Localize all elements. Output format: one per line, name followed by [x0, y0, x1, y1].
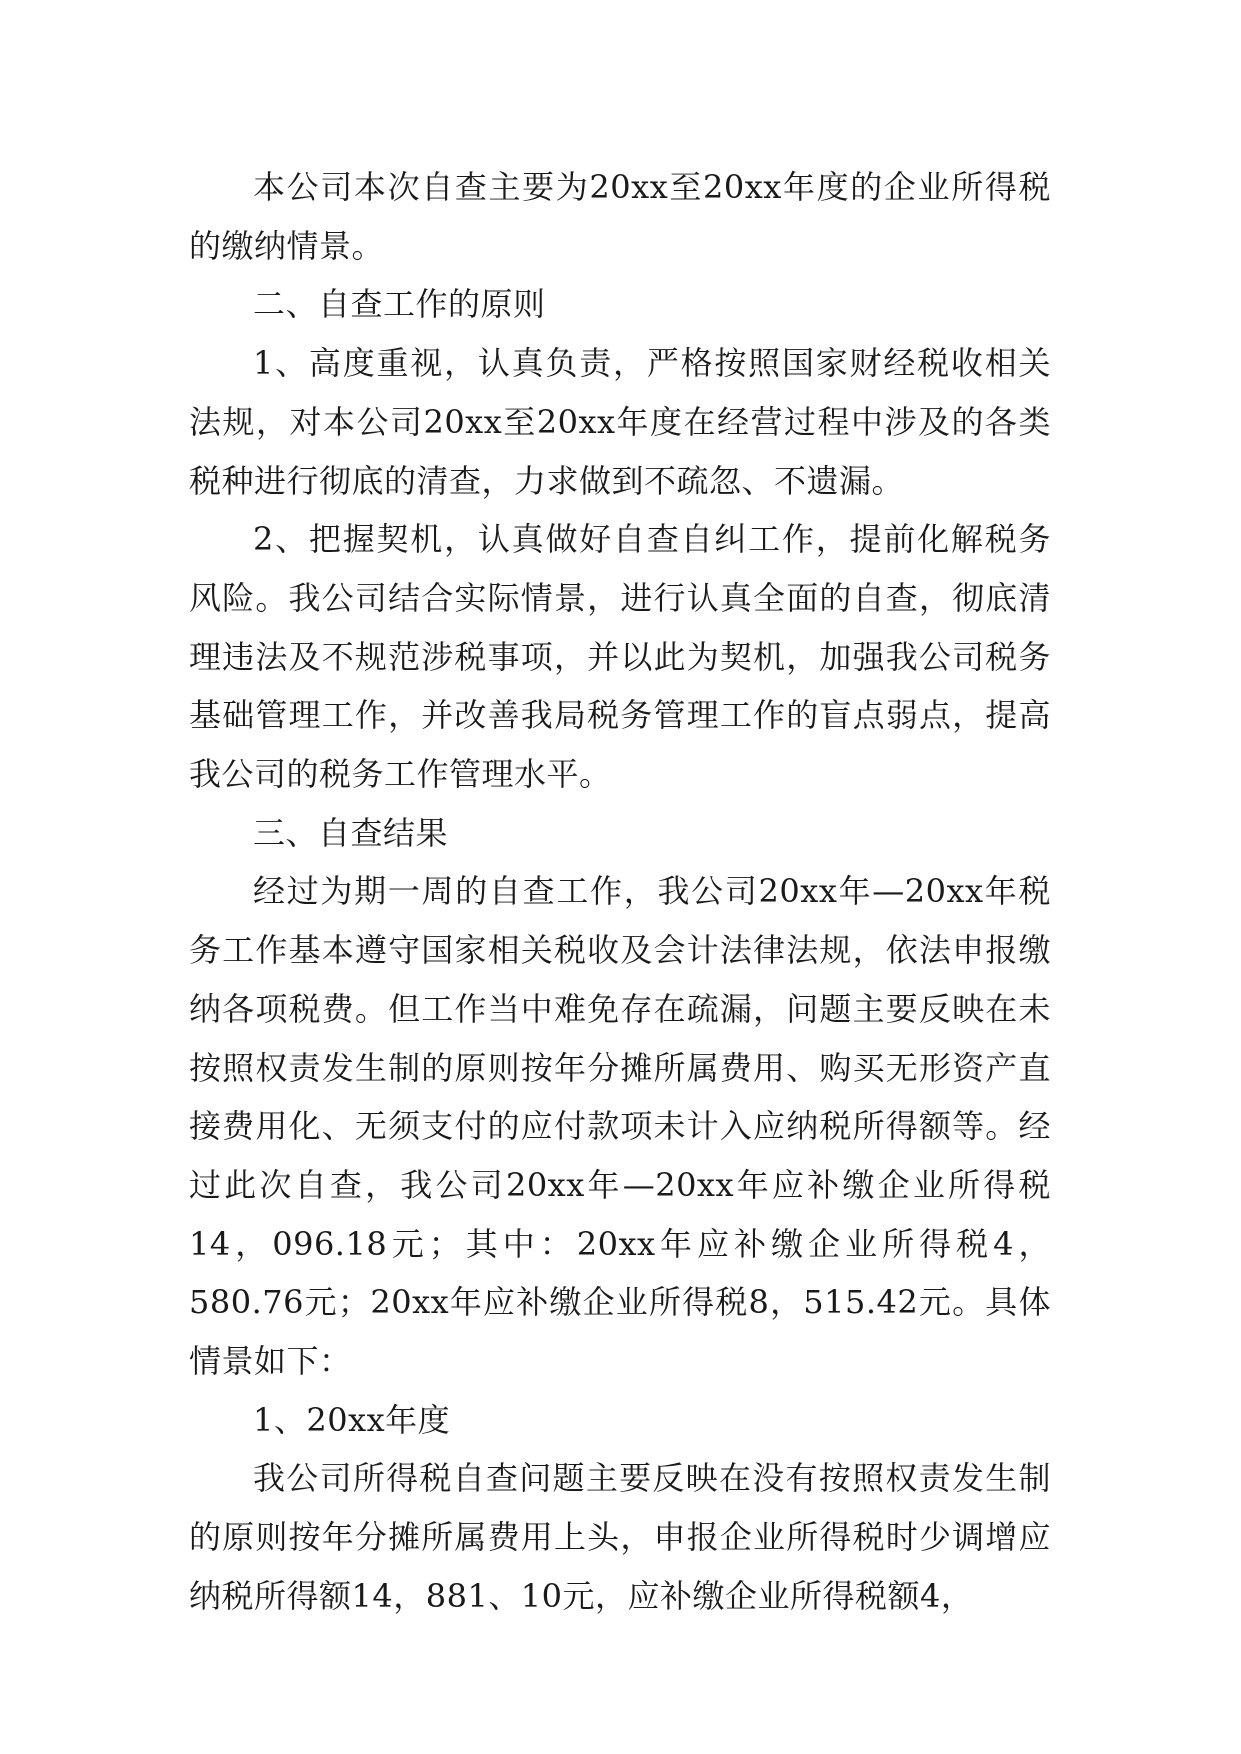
paragraph-results-summary: 经过为期一周的自查工作，我公司20xx年—20xx年税务工作基本遵守国家相关税收及会计法律法规，依法申报缴纳各项税费。但工作当中难免存在疏漏，问题主要反映在未按照权责发生制的原则按年分摊所属费用、购买无形资产直接费用化、无须支付的应付款项未计入应纳税所得额等。经过此次自查，我公司20xx年—20xx年应补缴企业所得税14，096.18元；其中：20xx年应补缴企业所得税4，580.76元；20xx年应补缴企业所得税8，515.42元。具体情景如下： — [189, 872, 1051, 1381]
heading-year-1: 1、20xx年度 — [253, 1400, 451, 1439]
heading-results: 三、自查结果 — [253, 813, 449, 852]
paragraph-year-1-detail: 我公司所得税自查问题主要反映在没有按照权责发生制的原则按年分摊所属费用上头，申报企业所得税时少调增应纳税所得额14，881、10元，应补缴企业所得税额4， — [189, 1459, 1051, 1615]
document-body — [189, 158, 1051, 1626]
heading-principles: 二、自查工作的原则 — [253, 285, 546, 324]
paragraph-self-check-scope: 本公司本次自查主要为20xx至20xx年度的企业所得税的缴纳情景。 — [189, 168, 1051, 265]
paragraph-principle-1: 1、高度重视，认真负责，严格按照国家财经税收相关法规，对本公司20xx至20xx年度在经营过程中涉及的各类税种进行彻底的清查，力求做到不疏忽、不遗漏。 — [189, 344, 1051, 500]
paragraph-principle-2: 2、把握契机，认真做好自查自纠工作，提前化解税务风险。我公司结合实际情景，进行认真全面的自查，彻底清理违法及不规范涉税事项，并以此为契机，加强我公司税务基础管理工作，并改善我局税务管理工作的盲点弱点，提高我公司的税务工作管理水平。 — [189, 520, 1051, 794]
